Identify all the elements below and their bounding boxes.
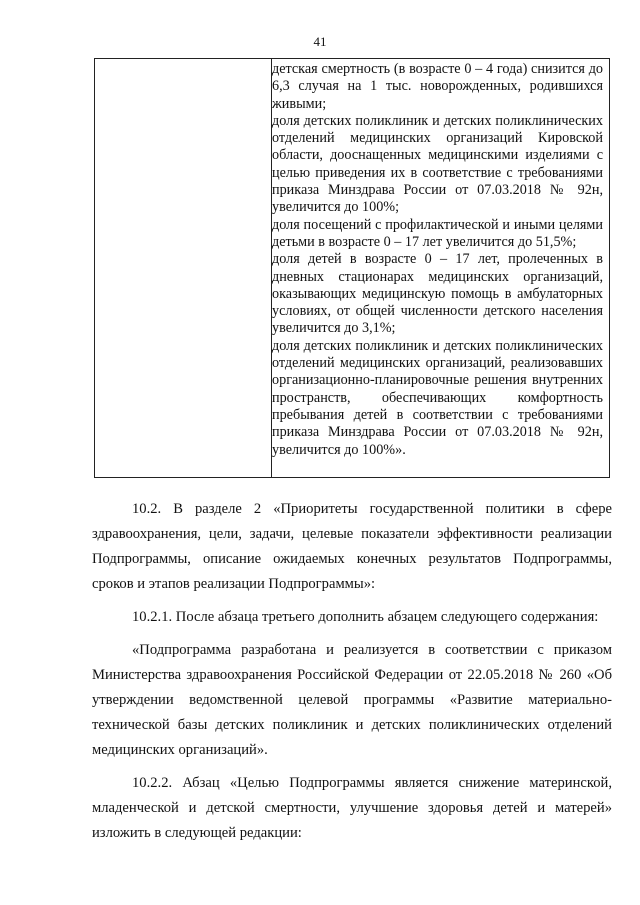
paragraph-10-2: 10.2. В разделе 2 «Приоритеты государственной политики в сфере здравоохранения, цели, задачи, целевые показатели эффективности реализации Подпрограммы, описание ожидаемых конечных результатов Подпрограммы, сроков и этапов реализации Подпрограммы»: <box>92 501 612 592</box>
body-text <box>92 497 612 854</box>
paragraph-quote-order: «Подпрограмма разработана и реализуется в соответствии с приказом Министерства здравоохранения Российской Федерации от 22.05.2018 № 260 «Об утверждении ведомственной целевой программы «Развитие материально-технической базы детских поликлиник и детских поликлинических отделений медицинских организаций». <box>92 642 612 758</box>
indicator-equipped-clinics: доля детских поликлиник и детских поликлинических отделений медицинских организаций Кировской области, дооснащенных медицинскими изделиями с целью приведения их в соответствие с требованиями приказа Минздрава России от 07.03.2018 № 92н, увеличится до 100%; <box>272 112 603 216</box>
indicator-child-mortality: детская смертность (в возрасте 0 – 4 года) снизится до 6,3 случая на 1 тыс. новорожденных, родившихся живыми; <box>272 61 603 112</box>
paragraph-10-2-1: 10.2.1. После абзаца третьего дополнить абзацем следующего содержания: <box>132 609 599 625</box>
indicator-day-hospitals: доля детей в возрасте 0 – 17 лет, пролеченных в дневных стационарах медицинских организаций, оказывающих медицинскую помощь в амбулаторных условиях, от общей численности детского населения увеличится до 3,1%; <box>272 251 603 337</box>
paragraph-10-2-2: 10.2.2. Абзац «Целью Подпрограммы является снижение материнской, младенческой и детской смертности, улучшение здоровья детей и матерей» изложить в следующей редакции: <box>92 775 612 841</box>
indicator-planning-solutions: доля детских поликлиник и детских поликлинических отделений медицинских организаций, реализовавших организационно-планировочные решения внутренних пространств, обеспечивающих комфортность пребывания детей в соответствии с требованиями приказа Минздрава России от 07.03.2018 № 92н, увеличится до 100%». <box>272 337 603 458</box>
indicator-preventive-visits: доля посещений с профилактической и иными целями детьми в возрасте 0 – 17 лет увеличится до 51,5%; <box>272 216 603 250</box>
table-right-cell <box>272 61 603 459</box>
table-left-cell <box>95 59 272 477</box>
page-number: 41 <box>313 34 327 49</box>
indicators-table <box>94 58 610 478</box>
